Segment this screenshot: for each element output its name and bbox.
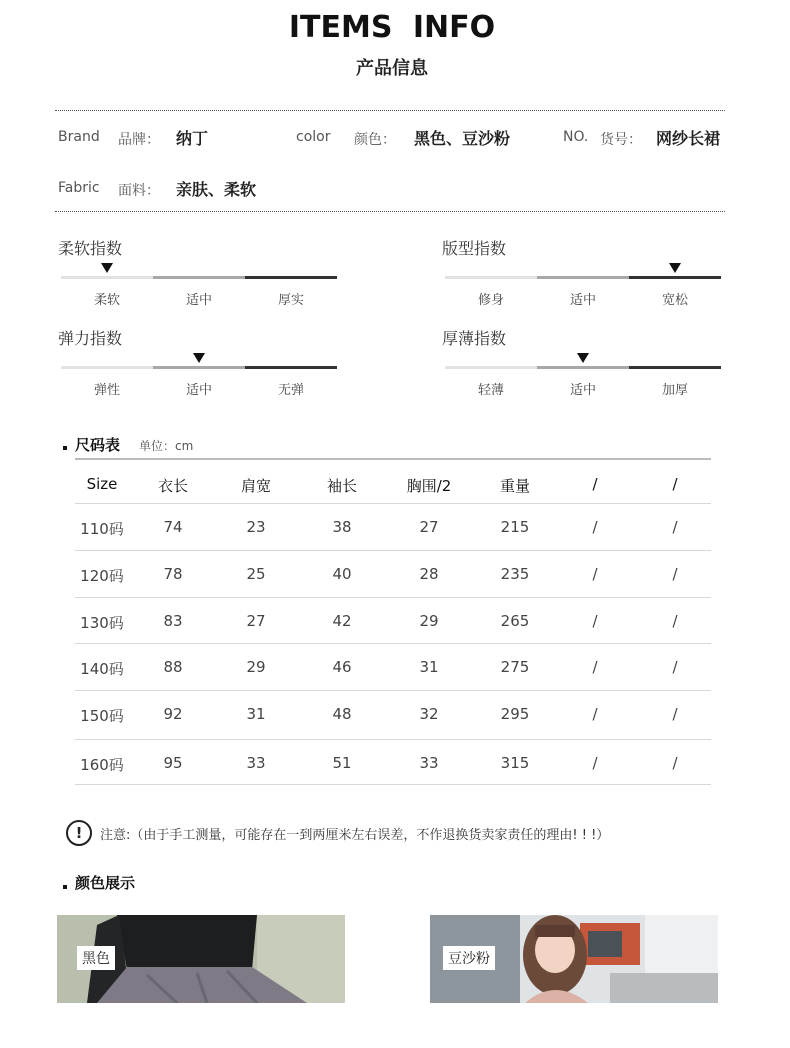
table-cell: 33: [246, 754, 266, 772]
table-cell: 265: [500, 612, 530, 630]
index-title: 弹力指数: [58, 329, 123, 348]
table-cell: /: [672, 658, 678, 676]
index-bar-segment: [445, 366, 537, 369]
section-bullet: [63, 446, 67, 450]
table-cell: 31: [419, 658, 439, 676]
index-option-label: 无弹: [277, 383, 304, 398]
warning-icon: !: [66, 820, 92, 846]
section-bullet: [63, 885, 67, 889]
notice-text: 注意:（由于手工测量，可能存在一到两厘米左右误差，不作退换货卖家责任的理由! ! !）: [100, 828, 610, 843]
table-row-divider: [75, 503, 711, 504]
table-cell: 28: [419, 565, 439, 583]
table-cell: /: [672, 754, 678, 772]
table-cell: /: [672, 565, 678, 583]
brand-label-en: Brand: [58, 129, 100, 145]
table-cell: 88: [163, 658, 183, 676]
color-section-title: 颜色展示: [75, 874, 136, 892]
index-bar-segment: [629, 366, 721, 369]
table-row-divider: [75, 690, 711, 691]
brand-value: 纳丁: [176, 129, 209, 148]
table-cell: 27: [246, 612, 266, 630]
index-option-label: 适中: [185, 383, 212, 398]
table-row-divider: [75, 597, 711, 598]
index-marker-icon: [669, 263, 681, 273]
index-bar-segment: [153, 276, 245, 279]
size-table-unit: 单位：cm: [139, 439, 194, 453]
index-option-label: 适中: [185, 293, 212, 308]
index-bar-segment: [245, 366, 337, 369]
index-bar-segment: [445, 276, 537, 279]
index-bar-segment: [537, 366, 629, 369]
index-option-label: 轻薄: [477, 383, 504, 398]
number-label-cn: 货号：: [600, 132, 642, 148]
table-cell: 29: [419, 612, 439, 630]
table-row-divider: [75, 784, 711, 785]
page-title-cn: 产品信息: [356, 58, 428, 79]
index-bar-segment: [61, 276, 153, 279]
table-header-cell: Size: [86, 475, 118, 493]
table-cell: 110码: [80, 520, 124, 538]
index-option-label: 适中: [569, 383, 596, 398]
table-cell: 74: [163, 518, 183, 536]
table-cell: 275: [500, 658, 530, 676]
table-cell: 40: [332, 565, 352, 583]
table-cell: 27: [419, 518, 439, 536]
table-cell: 38: [332, 518, 352, 536]
table-cell: /: [592, 705, 598, 723]
table-cell: 48: [332, 705, 352, 723]
size-table-title: 尺码表: [75, 436, 121, 454]
index-title: 厚薄指数: [442, 329, 507, 348]
index-option-label: 弹性: [93, 383, 120, 398]
table-cell: /: [592, 658, 598, 676]
index-bar-segment: [537, 276, 629, 279]
table-cell: /: [592, 565, 598, 583]
color-value: 黑色、豆沙粉: [414, 129, 511, 148]
index-option-label: 宽松: [661, 293, 688, 308]
color-label-cn: 颜色：: [354, 132, 396, 148]
table-row-divider: [75, 643, 711, 644]
table-cell: 33: [419, 754, 439, 772]
index-option-label: 加厚: [661, 383, 688, 398]
index-title: 柔软指数: [58, 239, 123, 258]
index-bar-segment: [61, 366, 153, 369]
table-cell: 29: [246, 658, 266, 676]
table-cell: 130码: [80, 614, 124, 632]
table-row-divider: [75, 739, 711, 740]
index-marker-icon: [101, 263, 113, 273]
table-header-cell: 重量: [499, 477, 530, 495]
fabric-label-cn: 面料：: [118, 183, 160, 199]
table-cell: 51: [332, 754, 352, 772]
table-cell: /: [592, 612, 598, 630]
table-header-cell: /: [672, 475, 678, 493]
number-label-en: NO.: [563, 129, 589, 145]
table-cell: /: [672, 612, 678, 630]
table-cell: 46: [332, 658, 352, 676]
fabric-value: 亲肤、柔软: [176, 180, 257, 199]
index-marker-icon: [577, 353, 589, 363]
table-cell: 83: [163, 612, 183, 630]
table-header-cell: 袖长: [326, 477, 357, 495]
table-cell: /: [592, 518, 598, 536]
table-cell: /: [672, 518, 678, 536]
index-bar-segment: [629, 276, 721, 279]
page-title-en: ITEMS INFO: [288, 10, 496, 45]
table-cell: 92: [163, 705, 183, 723]
black-color-photo: [57, 915, 345, 1003]
table-cell: /: [592, 754, 598, 772]
index-option-label: 修身: [477, 293, 504, 308]
table-cell: 31: [246, 705, 266, 723]
table-cell: 23: [246, 518, 266, 536]
pink-color-photo: [430, 915, 718, 1003]
table-cell: 160码: [80, 756, 124, 774]
index-title: 版型指数: [442, 239, 507, 258]
table-cell: 32: [419, 705, 439, 723]
table-cell: 42: [332, 612, 352, 630]
table-cell: 215: [500, 518, 530, 536]
table-header-cell: /: [592, 475, 598, 493]
index-option-label: 适中: [569, 293, 596, 308]
table-header-cell: 衣长: [157, 477, 188, 495]
table-cell: /: [672, 705, 678, 723]
index-option-label: 厚实: [277, 293, 304, 308]
table-cell: 25: [246, 565, 266, 583]
table-header-cell: 胸围/2: [406, 477, 452, 495]
pink-color-label: 豆沙粉: [443, 946, 495, 970]
table-row-divider: [75, 550, 711, 551]
black-color-label: 黑色: [77, 946, 115, 970]
index-bar-segment: [245, 276, 337, 279]
table-cell: 95: [163, 754, 183, 772]
table-cell: 78: [163, 565, 183, 583]
number-value: 网纱长裙: [656, 129, 721, 148]
table-cell: 315: [500, 754, 530, 772]
table-header-cell: 肩宽: [240, 477, 271, 495]
divider: [55, 110, 725, 111]
color-label-en: color: [296, 129, 331, 145]
fabric-label-en: Fabric: [58, 180, 100, 196]
table-cell: 140码: [80, 660, 124, 678]
table-cell: 235: [500, 565, 530, 583]
table-cell: 295: [500, 705, 530, 723]
table-cell: 150码: [80, 707, 124, 725]
table-cell: 120码: [80, 567, 124, 585]
table-top-border: [75, 458, 711, 460]
index-marker-icon: [193, 353, 205, 363]
index-option-label: 柔软: [93, 293, 120, 308]
divider: [55, 211, 725, 212]
index-bar-segment: [153, 366, 245, 369]
brand-label-cn: 品牌：: [118, 132, 160, 148]
